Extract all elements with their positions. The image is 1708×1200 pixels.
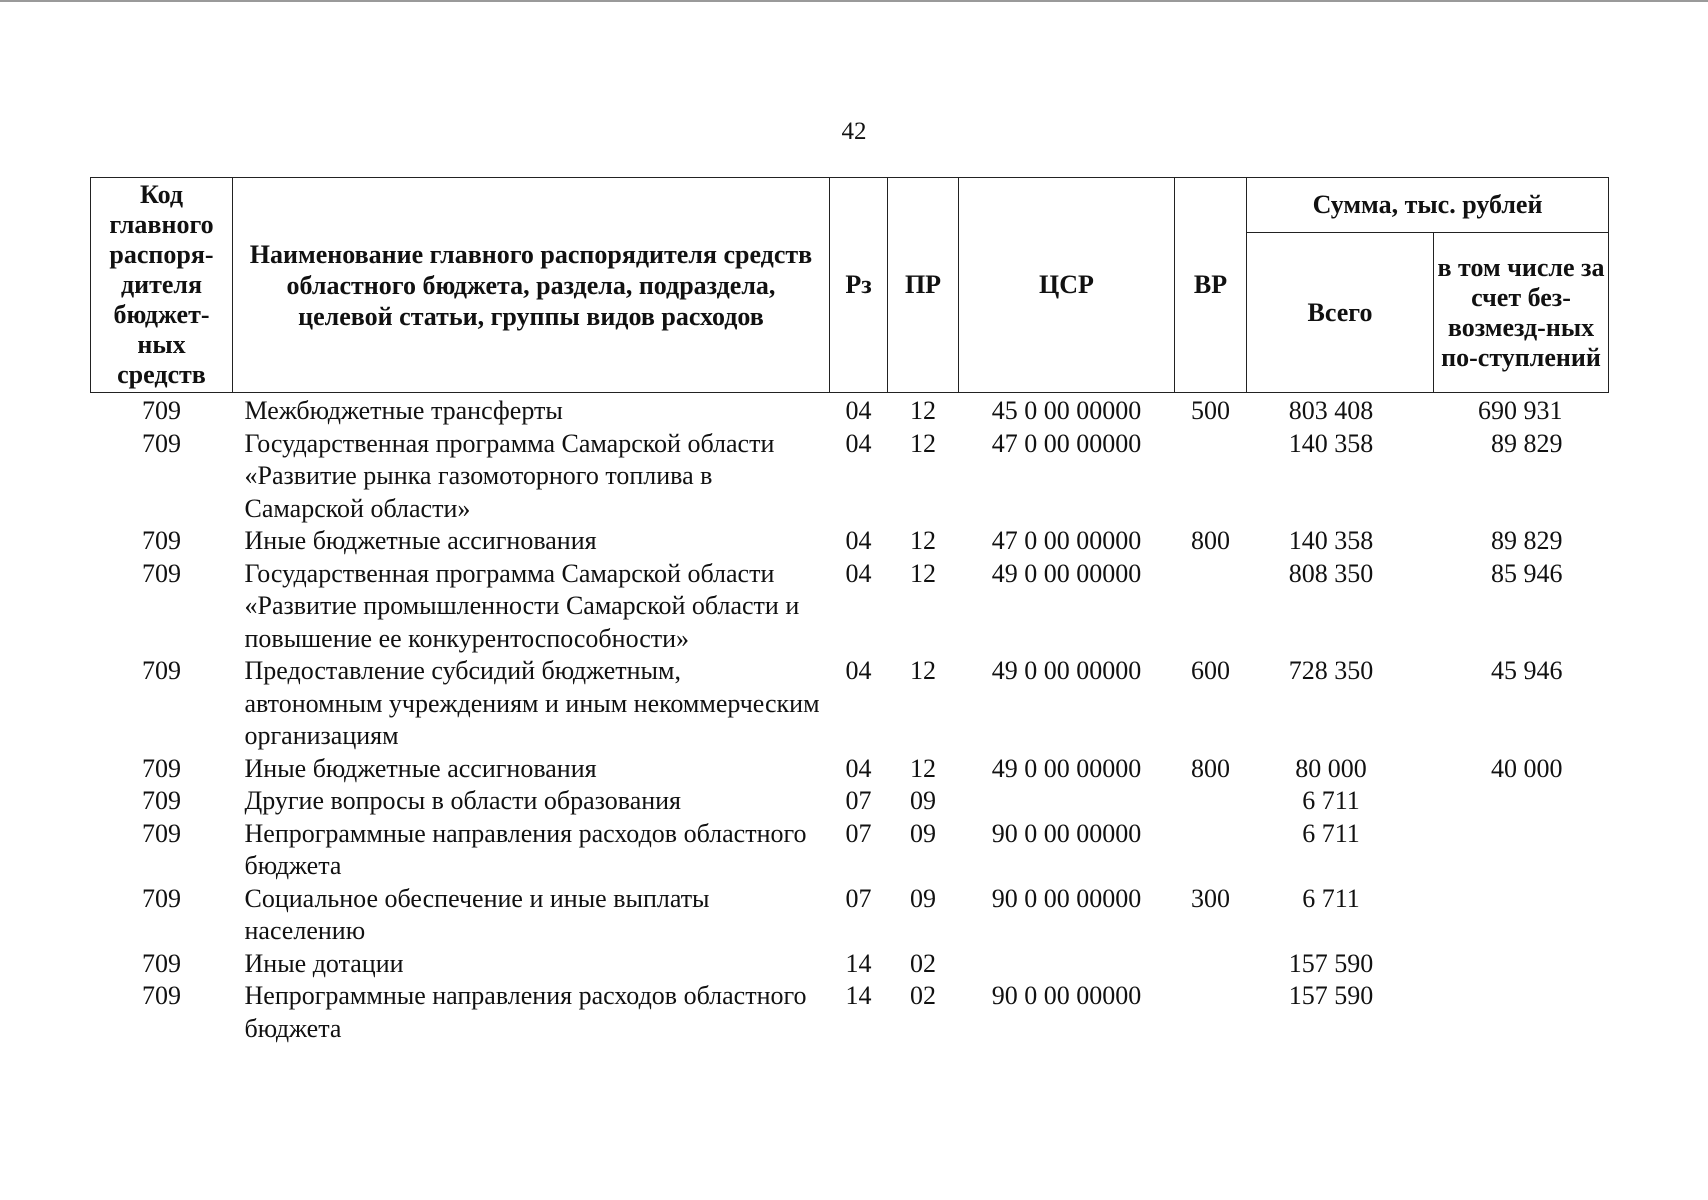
cell-name: Иные дотации: [244, 948, 404, 978]
cell-vr: 600: [1191, 656, 1230, 685]
cell-free: [1434, 785, 1609, 818]
cell-csr: 90 0 00 00000: [991, 981, 1142, 1010]
cell-rz: 04: [845, 396, 872, 425]
cell-vr: [1175, 980, 1247, 1045]
cell-pr: 09: [910, 883, 936, 913]
table-row: [91, 753, 1609, 786]
header-csr: ЦСР: [959, 178, 1175, 393]
header-total: Всего: [1247, 233, 1434, 393]
cell-csr: [959, 785, 1175, 818]
cell-code: 709: [142, 818, 181, 848]
cell-free: 85 946: [1491, 558, 1563, 588]
cell-free: [1434, 948, 1609, 981]
cell-csr: 45 0 00 00000: [991, 396, 1142, 425]
cell-total: 140 358: [1288, 428, 1374, 458]
cell-pr: 12: [910, 526, 936, 555]
cell-vr: 800: [1191, 526, 1230, 555]
cell-free: 89 829: [1491, 428, 1563, 458]
table-row: [91, 655, 1609, 753]
cell-rz: 04: [845, 526, 872, 555]
header-sum: Сумма, тыс. рублей: [1247, 178, 1609, 233]
table-row: [91, 785, 1609, 818]
cell-free: 89 829: [1491, 526, 1563, 555]
cell-name: Другие вопросы в области образования: [244, 786, 682, 815]
cell-total: 6 711: [1302, 883, 1360, 913]
cell-pr: 09: [910, 818, 936, 848]
cell-code: 709: [142, 558, 181, 588]
table-header: [91, 178, 1609, 393]
cell-total: 157 590: [1288, 948, 1374, 978]
cell-pr: 12: [910, 428, 936, 458]
cell-pr: 02: [910, 948, 936, 978]
cell-pr: 12: [910, 396, 936, 425]
cell-pr: 12: [910, 656, 936, 685]
cell-pr: 02: [910, 981, 936, 1010]
cell-name: Социальное обеспечение и иные выплаты населению: [244, 883, 710, 945]
cell-free: [1434, 883, 1609, 948]
cell-rz: 04: [845, 656, 872, 685]
cell-total: 808 350: [1288, 558, 1374, 588]
cell-free: 45 946: [1491, 656, 1563, 685]
cell-csr: 49 0 00 00000: [991, 558, 1142, 588]
cell-total: 80 000: [1295, 753, 1367, 783]
table-row: [91, 883, 1609, 948]
cell-total: 140 358: [1288, 526, 1374, 555]
cell-rz: 14: [845, 981, 872, 1010]
cell-code: 709: [142, 883, 181, 913]
table-row: [91, 393, 1609, 428]
cell-csr: 49 0 00 00000: [991, 656, 1142, 685]
cell-total: 6 711: [1302, 818, 1360, 848]
cell-csr: 90 0 00 00000: [991, 883, 1142, 913]
cell-name: Непрограммные направления расходов областного бюджета: [244, 818, 807, 880]
cell-name: Иные бюджетные ассигнования: [244, 753, 597, 783]
cell-rz: 07: [845, 818, 872, 848]
table-row: [91, 428, 1609, 526]
cell-total: 157 590: [1288, 981, 1374, 1010]
cell-vr: [1175, 428, 1247, 526]
cell-name: Непрограммные направления расходов областного бюджета: [244, 981, 807, 1043]
cell-vr: 500: [1191, 396, 1230, 425]
cell-vr: [1175, 818, 1247, 883]
cell-code: 709: [142, 428, 181, 458]
cell-vr: 300: [1191, 883, 1230, 913]
cell-code: 709: [142, 396, 181, 425]
cell-rz: 14: [845, 948, 872, 978]
cell-total: 6 711: [1302, 786, 1360, 815]
cell-pr: 12: [910, 753, 936, 783]
table-row: [91, 948, 1609, 981]
cell-vr: [1175, 558, 1247, 656]
top-scan-rule: [0, 0, 1708, 2]
header-code: Код главного распоря-дителя бюджет-ных средств: [91, 178, 233, 393]
cell-total: 803 408: [1288, 396, 1374, 425]
header-pr: ПР: [888, 178, 959, 393]
page-number: 42: [841, 118, 867, 145]
cell-free: 40 000: [1491, 753, 1563, 783]
cell-csr: 47 0 00 00000: [991, 428, 1142, 458]
cell-name: Государственная программа Самарской области «Развитие промышленности Самарской области и повышение ее конкурентоспособности»: [244, 558, 800, 653]
table-body: [91, 393, 1609, 1046]
cell-name: Межбюджетные трансферты: [244, 396, 563, 425]
budget-table: [90, 177, 1609, 1045]
cell-free: [1434, 980, 1609, 1045]
cell-vr: [1175, 785, 1247, 818]
cell-code: 709: [142, 981, 181, 1010]
table-row: [91, 980, 1609, 1045]
header-vr: ВР: [1175, 178, 1247, 393]
table-row: [91, 818, 1609, 883]
cell-pr: 09: [910, 786, 936, 815]
cell-code: 709: [142, 526, 181, 555]
header-rz: Рз: [830, 178, 888, 393]
cell-rz: 04: [845, 753, 872, 783]
table-row: [91, 525, 1609, 558]
cell-code: 709: [142, 786, 181, 815]
cell-free: 690 931: [1478, 396, 1563, 425]
cell-name: Государственная программа Самарской области «Развитие рынка газомоторного топлива в Самарской области»: [244, 428, 775, 523]
cell-csr: [959, 948, 1175, 981]
cell-vr: [1175, 948, 1247, 981]
cell-rz: 04: [845, 558, 872, 588]
cell-name: Иные бюджетные ассигнования: [244, 526, 597, 555]
cell-total: 728 350: [1288, 656, 1374, 685]
cell-rz: 07: [845, 786, 872, 815]
cell-name: Предоставление субсидий бюджетным, автономным учреждениям и иным некоммерческим организациям: [244, 656, 820, 750]
cell-code: 709: [142, 656, 181, 685]
cell-csr: 90 0 00 00000: [991, 818, 1142, 848]
header-name: Наименование главного распорядителя средств областного бюджета, раздела, подраздела, целевой статьи, группы видов расходов: [233, 178, 830, 393]
cell-rz: 07: [845, 883, 872, 913]
cell-csr: 47 0 00 00000: [991, 526, 1142, 555]
cell-code: 709: [142, 948, 181, 978]
header-free: в том числе за счет без-возмезд-ных по-ступлений: [1434, 233, 1609, 393]
cell-csr: 49 0 00 00000: [991, 753, 1142, 783]
cell-rz: 04: [845, 428, 872, 458]
cell-vr: 800: [1191, 753, 1230, 783]
table-row: [91, 558, 1609, 656]
cell-code: 709: [142, 753, 181, 783]
cell-pr: 12: [910, 558, 936, 588]
cell-free: [1434, 818, 1609, 883]
